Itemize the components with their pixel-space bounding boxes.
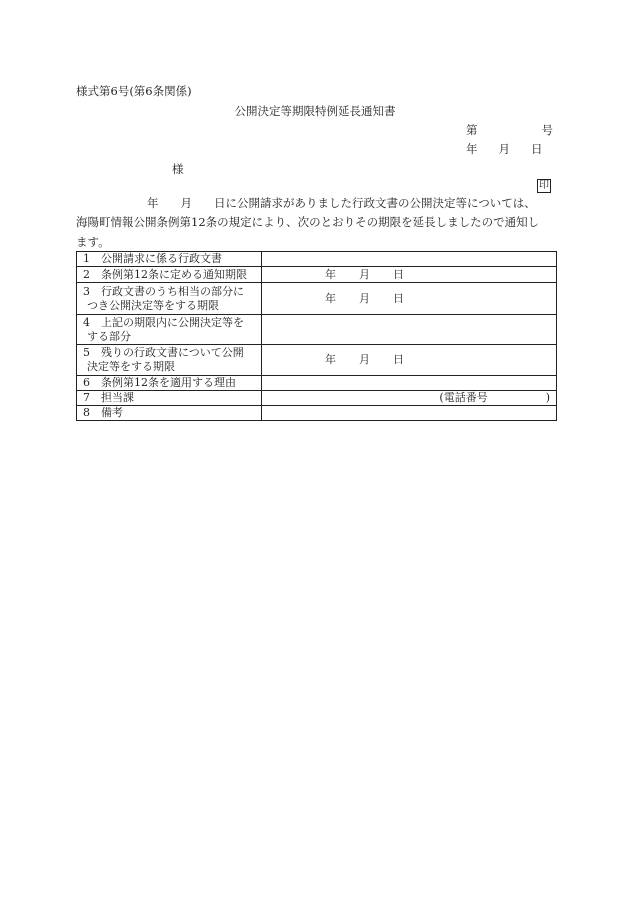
table-row [77,315,557,345]
row-label-line1: 3 行政文書のうち相当の部分に [83,284,244,298]
body-month: 月 [180,196,192,210]
value-year: 年 [325,291,336,305]
body-line-1-text: 日に公開請求がありました行政文書の公開決定等については、 [214,196,536,210]
row-value [262,391,557,406]
row-label [77,283,262,315]
document-title: 公開決定等期限特例延長通知書 [234,104,396,118]
notification-table [76,251,557,421]
body-line-3: ます。 [76,235,110,249]
row-label: 1 公開請求に係る行政文書 [77,252,262,267]
phone-label: (電話番号 [439,391,488,404]
row-value [262,376,557,391]
number-prefix: 第 [466,123,478,137]
body-year: 年 [147,196,159,210]
value-day: 日 [393,353,404,366]
value-month: 月 [359,267,370,281]
row-value [262,345,557,376]
value-year: 年 [325,267,336,281]
phone-close: ) [545,391,550,404]
row-label: 6 条例第12条を適用する理由 [77,376,262,391]
table-row [77,267,557,283]
issue-date-line [466,144,543,156]
table-row [77,283,557,315]
seal-stamp: 印 [539,180,549,191]
table-row [77,391,557,406]
body-line-1 [76,198,536,210]
value-month: 月 [359,353,370,366]
document-number-line [466,125,553,137]
date-year: 年 [466,142,478,156]
row-label [77,345,262,376]
value-day: 日 [393,267,404,281]
row-value [262,252,557,267]
row-label-line2: する部分 [87,329,131,343]
row-label [77,315,262,345]
value-year: 年 [325,353,336,366]
addressee: 様 [172,162,184,176]
table-row [77,376,557,391]
value-day: 日 [393,291,404,305]
row-label: 2 条例第12条に定める通知期限 [77,267,262,283]
row-label: 8 備考 [77,406,262,421]
row-label-line1: 4 上記の期限内に公開決定等を [83,315,244,329]
table-row [77,345,557,376]
row-value [262,283,557,315]
date-month: 月 [498,142,510,156]
row-label-line1: 5 残りの行政文書について公開 [83,346,244,359]
date-day: 日 [531,142,543,156]
body-line-2: 海陽町情報公開条例第12条の規定により、次のとおりその期限を延長しましたので通知し [76,215,540,229]
row-label-line2: つき公開決定等をする期限 [87,298,219,312]
row-value [262,267,557,283]
row-label: 7 担当課 [77,391,262,406]
table-row [77,406,557,421]
table-row [77,252,557,267]
form-number: 様式第6号(第6条関係) [76,84,192,98]
row-value [262,315,557,345]
row-label-line2: 決定等をする期限 [87,360,175,373]
row-value [262,406,557,421]
value-month: 月 [359,291,370,305]
number-suffix: 号 [541,123,553,137]
